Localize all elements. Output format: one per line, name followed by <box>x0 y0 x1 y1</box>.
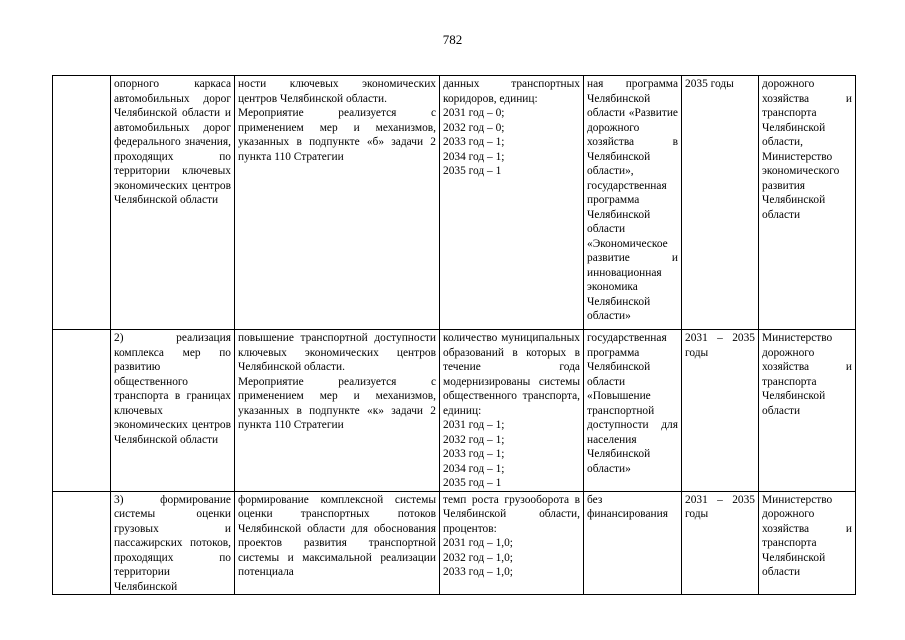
indicator-cell <box>440 76 584 330</box>
indicator-value: 2035 год – 1 <box>443 165 502 177</box>
indicator-value: 2031 год – 0; <box>443 107 505 119</box>
indicator-value: 2033 год – 1,0; <box>443 566 513 578</box>
task-text: 2) реализация комплекса мер по развитию общественного транспорта в границах ключевых экономических центров Челябинской области <box>114 332 231 446</box>
responsible: дорожного хозяйства и транспорта Челябинской области, Министерство экономического развития Челябинской области <box>762 78 852 221</box>
indicator-value: 2031 год – 1,0; <box>443 537 513 549</box>
period: 2035 годы <box>685 78 734 90</box>
funding-source: ная программа Челябинской области «Развитие дорожного хозяйства в Челябинской области», государственная программа Челябинской области «Экономическое развитие и инновационная экономика Челябинской области» <box>587 78 678 322</box>
indicator-heading: количество муниципальных образований в которых в течение года модернизированы системы общественного транспорта, единиц: <box>443 332 580 417</box>
responsible: Министерство дорожного хозяйства и транспорта Челябинской области <box>762 493 852 578</box>
funding-source-cell <box>584 76 682 330</box>
funding-source: без финансирования <box>587 493 668 520</box>
indicator-heading: темп роста грузооборота в Челябинской области, процентов: <box>443 493 580 535</box>
task-text: 3) формирование системы оценки грузовых и пассажирских потоков, проходящих по территории Челябинской <box>114 493 231 593</box>
indicator-heading: данных транспортных коридоров, единиц: <box>443 78 580 105</box>
indicator-value: 2032 год – 0; <box>443 121 505 134</box>
task-text: опорного каркаса автомобильных дорог Челябинской области и автомобильных дорог федерального значения, проходящих по территории ключевых экономических центров Челябинской области <box>114 78 231 206</box>
measure-cell <box>235 330 440 492</box>
table-row <box>53 76 856 330</box>
funding-source: государственная программа Челябинской области «Повышение транспортной доступности для населения Челябинской области» <box>587 332 678 475</box>
measure-text: формирование комплексной системы оценки транспортных потоков Челябинской области для обоснования проектов развития транспортной системы и максимальной реализации потенциала <box>238 493 436 578</box>
indicator-value: 2032 год – 1,0; <box>443 551 513 564</box>
period: 2031 – 2035 годы <box>685 493 755 520</box>
indicator-value: 2033 год – 1; <box>443 448 505 460</box>
indicator-cell <box>440 491 584 595</box>
indicator-value: 2032 год – 1; <box>443 433 505 446</box>
period-cell <box>682 330 759 492</box>
measure-note: Мероприятие реализуется с применением мер и механизмов, указанных в подпункте «к» задачи 2 пункта 110 Стратегии <box>238 375 436 431</box>
indicator-value: 2034 год – 1; <box>443 150 505 163</box>
table-row <box>53 330 856 492</box>
measure-cell <box>235 491 440 595</box>
task-cell <box>111 491 235 595</box>
row-number-cell <box>53 491 111 595</box>
indicator-value: 2033 год – 1; <box>443 136 505 148</box>
period-cell <box>682 76 759 330</box>
table-row <box>53 491 856 595</box>
indicator-cell <box>440 330 584 492</box>
responsible: Министерство дорожного хозяйства и транспорта Челябинской области <box>762 332 852 417</box>
responsible-cell <box>759 76 856 330</box>
indicator-value: 2034 год – 1; <box>443 462 505 475</box>
measure-text: повышение транспортной доступности ключевых экономических центров Челябинской области. <box>238 332 436 373</box>
funding-source-cell <box>584 330 682 492</box>
task-cell <box>111 330 235 492</box>
period-cell <box>682 491 759 595</box>
funding-source-cell <box>584 491 682 595</box>
measures-table <box>52 75 856 595</box>
page-number: 782 <box>442 32 463 47</box>
task-cell <box>111 76 235 330</box>
indicator-value: 2031 год – 1; <box>443 419 505 431</box>
row-number-cell <box>53 76 111 330</box>
measure-cell <box>235 76 440 330</box>
indicator-value: 2035 год – 1 <box>443 477 502 489</box>
measure-note: Мероприятие реализуется с применением мер и механизмов, указанных в подпункте «б» задачи 2 пункта 110 Стратегии <box>238 107 436 163</box>
measure-text: ности ключевых экономических центров Челябинской области. <box>238 78 436 105</box>
row-number-cell <box>53 330 111 492</box>
responsible-cell <box>759 491 856 595</box>
responsible-cell <box>759 330 856 492</box>
period: 2031 – 2035 годы <box>685 332 755 359</box>
